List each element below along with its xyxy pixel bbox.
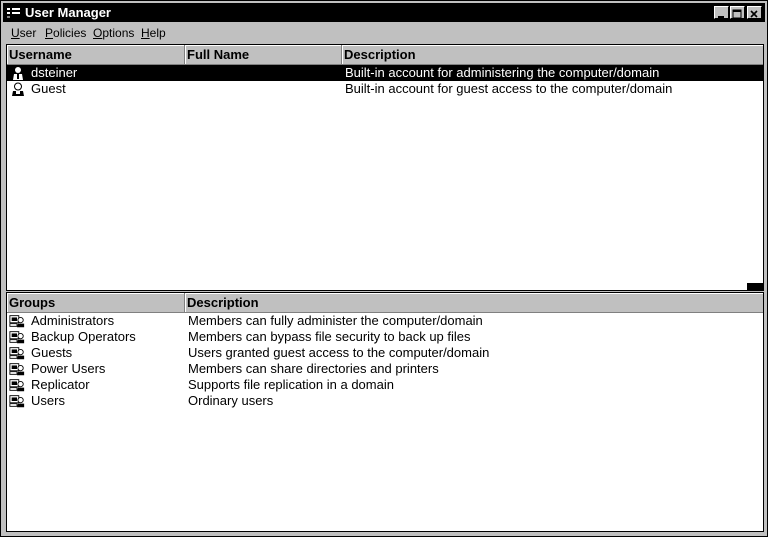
menu-policies-mnemonic: P (45, 26, 54, 40)
menu-help-label: elp (149, 26, 166, 40)
column-header-description[interactable]: Description (342, 45, 763, 64)
group-name: Administrators (31, 313, 115, 328)
group-icon (9, 378, 25, 392)
group-row[interactable] (7, 329, 763, 345)
group-row[interactable] (7, 377, 763, 393)
users-list[interactable] (6, 44, 764, 284)
column-header-fullname[interactable]: Full Name (185, 45, 342, 64)
group-description: Users granted guest access to the computer/domain (188, 345, 490, 360)
group-name: Power Users (31, 361, 106, 376)
group-icon (9, 346, 25, 360)
scrollbar-thumb[interactable] (747, 283, 763, 290)
group-icon (9, 362, 25, 376)
menu-options[interactable] (93, 26, 134, 40)
users-list-header (7, 45, 763, 65)
users-horizontal-scrollbar[interactable] (6, 283, 764, 291)
column-header-groups[interactable]: Groups (7, 293, 185, 312)
menu-help[interactable] (141, 26, 166, 40)
group-row[interactable] (7, 313, 763, 329)
group-description: Members can share directories and printers (188, 361, 439, 376)
group-name: Users (31, 393, 65, 408)
user-description: Built-in account for administering the computer/domain (345, 65, 660, 80)
user-icon (10, 82, 26, 96)
maximize-button[interactable] (730, 6, 745, 19)
minimize-button[interactable] (714, 6, 729, 19)
column-header-group-description[interactable]: Description (185, 293, 763, 312)
user-row[interactable] (7, 81, 763, 97)
group-name: Guests (31, 345, 73, 360)
group-name: Backup Operators (31, 329, 136, 344)
user-row[interactable] (7, 65, 763, 81)
menu-options-label: ptions (102, 26, 135, 40)
menu-policies[interactable] (45, 26, 86, 40)
menu-policies-label: olicies (53, 26, 87, 40)
window-title: User Manager (25, 5, 111, 20)
menu-help-mnemonic: H (141, 26, 150, 40)
group-icon (9, 314, 25, 328)
groups-list[interactable] (6, 292, 764, 532)
group-row[interactable] (7, 345, 763, 361)
close-icon (748, 9, 761, 20)
group-name: Replicator (31, 377, 90, 392)
column-header-username[interactable]: Username (7, 45, 185, 64)
menu-user[interactable] (11, 26, 36, 40)
system-menu-icon[interactable] (6, 6, 22, 19)
menu-user-label: ser (19, 26, 37, 40)
group-description: Members can fully administer the computer/domain (188, 313, 483, 328)
group-row[interactable] (7, 361, 763, 377)
title-bar[interactable] (3, 3, 765, 22)
group-row[interactable] (7, 393, 763, 409)
group-description: Members can bypass file security to back up files (188, 329, 471, 344)
groups-list-header (7, 293, 763, 313)
user-icon (10, 66, 26, 80)
group-description: Supports file replication in a domain (188, 377, 394, 392)
menu-user-mnemonic: U (11, 26, 20, 40)
group-description: Ordinary users (188, 393, 274, 408)
minimize-icon (715, 9, 728, 20)
user-username: dsteiner (31, 65, 78, 80)
menu-bar (3, 23, 765, 42)
user-description: Built-in account for guest access to the computer/domain (345, 81, 673, 96)
user-username: Guest (31, 81, 66, 96)
group-icon (9, 330, 25, 344)
close-button[interactable] (747, 6, 762, 19)
group-icon (9, 394, 25, 408)
maximize-icon (731, 9, 744, 20)
menu-options-mnemonic: O (93, 26, 103, 40)
